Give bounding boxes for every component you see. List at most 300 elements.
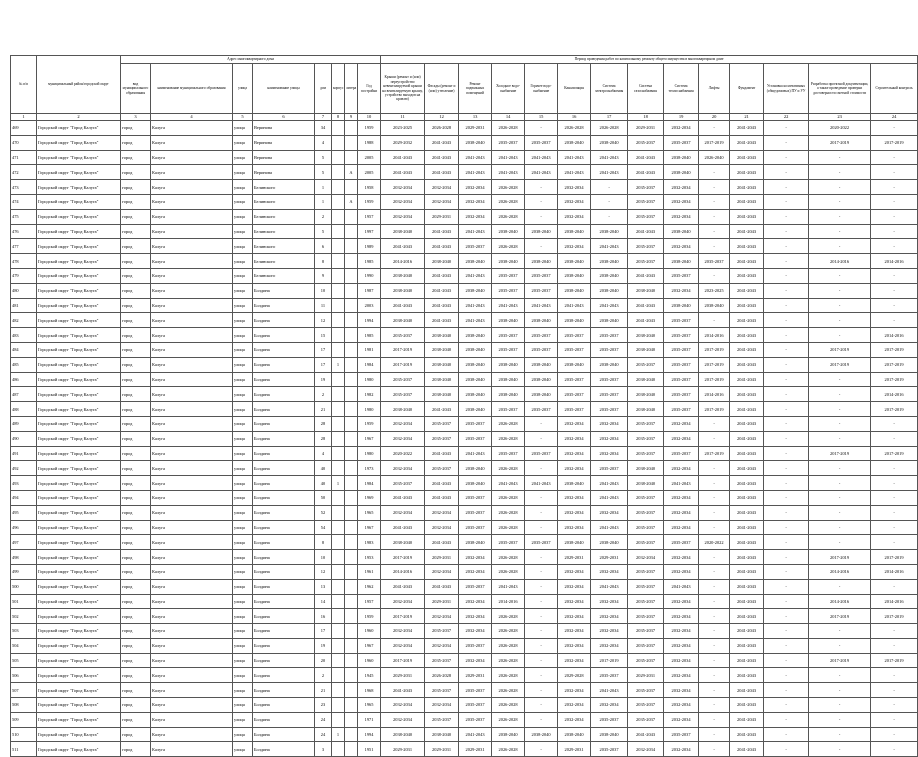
cell-hot-water: -: [525, 121, 558, 136]
cell-letter: [345, 564, 358, 579]
column-number-cell: 23: [809, 114, 871, 121]
cell-house: 9: [315, 268, 332, 283]
cell-meters: -: [764, 431, 809, 446]
cell-facade: 2032-2034: [425, 698, 459, 713]
cell-sewerage: 2032-2034: [558, 653, 591, 668]
cell-district: Городской округ "Город Калуга": [37, 328, 121, 343]
cell-house: 19: [315, 638, 332, 653]
table-row: [11, 490, 918, 505]
column-number-cell: 17: [591, 114, 628, 121]
cell-heating: 2032-2034: [664, 431, 699, 446]
table-row: [11, 239, 918, 254]
column-number-cell: 19: [664, 114, 699, 121]
cell-meters: -: [764, 283, 809, 298]
cell-sewerage: 2038-2040: [558, 268, 591, 283]
col-header-sewerage: Канализация: [558, 64, 591, 114]
cell-house: 14: [315, 594, 332, 609]
cell-district: Городской округ "Город Калуга": [37, 461, 121, 476]
cell-row-index: 487: [11, 387, 37, 402]
table-row: [11, 638, 918, 653]
cell-street-name: Белинского: [253, 268, 315, 283]
cell-building: [332, 653, 345, 668]
cell-foundation: 2041-2043: [730, 283, 764, 298]
cell-house: 21: [315, 683, 332, 698]
cell-roof: 2035-2037: [381, 328, 425, 343]
cell-meters: -: [764, 683, 809, 698]
cell-cold-water: 2014-2016: [492, 594, 525, 609]
cell-house: 15: [315, 328, 332, 343]
cell-district: Городской округ "Город Калуга": [37, 239, 121, 254]
cell-district: Городской округ "Город Калуга": [37, 594, 121, 609]
cell-street-name: Болдина: [253, 416, 315, 431]
cell-foundation: 2041-2043: [730, 224, 764, 239]
cell-basement: 2032-2034: [459, 564, 492, 579]
table-row: [11, 135, 918, 150]
cell-cold-water: 2026-2028: [492, 520, 525, 535]
cell-facade: 2041-2043: [425, 150, 459, 165]
cell-basement: 2029-2031: [459, 668, 492, 683]
cell-basement: 2041-2043: [459, 313, 492, 328]
table-row: [11, 150, 918, 165]
cell-electricity: 2035-2037: [591, 742, 628, 757]
cell-meters: -: [764, 268, 809, 283]
cell-sewerage: 2041-2043: [558, 165, 591, 180]
cell-roof: 2032-2034: [381, 416, 425, 431]
cell-foundation: 2041-2043: [730, 446, 764, 461]
cell-municipality-name: Калуга: [151, 727, 233, 742]
cell-gas: 2035-2037: [628, 624, 664, 639]
table-row: [11, 579, 918, 594]
cell-construction-control: -: [871, 268, 918, 283]
cell-row-index: 476: [11, 224, 37, 239]
cell-letter: [345, 505, 358, 520]
cell-hot-water: 2035-2037: [525, 268, 558, 283]
cell-letter: [345, 357, 358, 372]
cell-construction-control: -: [871, 624, 918, 639]
cell-row-index: 496: [11, 520, 37, 535]
cell-roof: 2032-2034: [381, 712, 425, 727]
cell-meters: -: [764, 594, 809, 609]
cell-basement: 2041-2043: [459, 150, 492, 165]
cell-row-index: 509: [11, 712, 37, 727]
cell-hot-water: -: [525, 239, 558, 254]
cell-municipality-name: Калуга: [151, 239, 233, 254]
cell-municipality-type: город: [121, 268, 151, 283]
cell-municipality-type: город: [121, 165, 151, 180]
cell-district: Городской округ "Город Калуга": [37, 653, 121, 668]
cell-cold-water: 2026-2028: [492, 712, 525, 727]
cell-street-type: улица: [233, 727, 253, 742]
cell-street-type: улица: [233, 594, 253, 609]
cell-heating: 2032-2034: [664, 194, 699, 209]
cell-facade: 2032-2034: [425, 520, 459, 535]
cell-heating: 2032-2034: [664, 683, 699, 698]
cell-street-type: улица: [233, 224, 253, 239]
cell-cold-water: 2026-2028: [492, 505, 525, 520]
cell-electricity: 2038-2040: [591, 283, 628, 298]
cell-electricity: 2032-2034: [591, 624, 628, 639]
cell-elevators: -: [699, 624, 730, 639]
cell-meters: -: [764, 698, 809, 713]
cell-construction-control: 2017-2019: [871, 135, 918, 150]
cell-street-type: улица: [233, 505, 253, 520]
cell-facade: 2038-2040: [425, 328, 459, 343]
group-header-period: Период проведения работ по капитальному ремонту общего имущества в многоквартирном доме: [381, 56, 918, 64]
cell-electricity: 2038-2040: [591, 135, 628, 150]
table-row: [11, 372, 918, 387]
cell-municipality-name: Калуга: [151, 638, 233, 653]
cell-gas: 2035-2037: [628, 683, 664, 698]
cell-construction-control: -: [871, 668, 918, 683]
cell-foundation: 2041-2043: [730, 372, 764, 387]
cell-heating: 2035-2037: [664, 268, 699, 283]
cell-roof: 2041-2043: [381, 298, 425, 313]
cell-design-docs: 2017-2019: [809, 653, 871, 668]
cell-gas: 2041-2043: [628, 224, 664, 239]
cell-hot-water: -: [525, 712, 558, 727]
cell-district: Городской округ "Город Калуга": [37, 372, 121, 387]
cell-letter: [345, 638, 358, 653]
cell-hot-water: 2038-2040: [525, 254, 558, 269]
cell-electricity: 2038-2040: [591, 357, 628, 372]
cell-hot-water: -: [525, 609, 558, 624]
cell-heating: 2035-2037: [664, 313, 699, 328]
cell-building: [332, 194, 345, 209]
col-header-building: корпус: [332, 64, 345, 114]
cell-cold-water: 2026-2028: [492, 742, 525, 757]
col-header-index: № п/п: [11, 56, 37, 114]
cell-foundation: 2041-2043: [730, 609, 764, 624]
table-row: [11, 446, 918, 461]
cell-row-index: 473: [11, 180, 37, 195]
table-row: [11, 550, 918, 565]
cell-row-index: 482: [11, 313, 37, 328]
cell-municipality-type: город: [121, 239, 151, 254]
cell-municipality-name: Калуга: [151, 698, 233, 713]
cell-elevators: -: [699, 490, 730, 505]
table-row: [11, 742, 918, 757]
cell-house: 2: [315, 387, 332, 402]
cell-foundation: 2041-2043: [730, 579, 764, 594]
cell-sewerage: 2032-2034: [558, 638, 591, 653]
group-header-row: [11, 56, 918, 64]
cell-district: Городской округ "Город Калуга": [37, 490, 121, 505]
cell-heating: 2032-2034: [664, 698, 699, 713]
cell-heating: 2032-2034: [664, 283, 699, 298]
cell-construction-control: -: [871, 283, 918, 298]
cell-elevators: -: [699, 520, 730, 535]
cell-street-name: Белинского: [253, 194, 315, 209]
cell-heating: 2032-2034: [664, 712, 699, 727]
cell-municipality-name: Калуга: [151, 180, 233, 195]
cell-gas: 2035-2037: [628, 579, 664, 594]
cell-municipality-name: Калуга: [151, 461, 233, 476]
column-number-cell: 20: [699, 114, 730, 121]
cell-street-type: улица: [233, 135, 253, 150]
cell-cold-water: 2038-2040: [492, 224, 525, 239]
column-number-cell: 12: [425, 114, 459, 121]
column-number-cell: 6: [253, 114, 315, 121]
cell-cold-water: 2026-2028: [492, 683, 525, 698]
cell-electricity: 2026-2028: [591, 121, 628, 136]
cell-heating: 2038-2040: [664, 150, 699, 165]
cell-hot-water: 2041-2043: [525, 150, 558, 165]
cell-construction-control: 2017-2019: [871, 357, 918, 372]
table-row: [11, 283, 918, 298]
cell-facade: 2035-2037: [425, 653, 459, 668]
cell-foundation: 2041-2043: [730, 209, 764, 224]
cell-building: [332, 624, 345, 639]
column-number-cell: 2: [37, 114, 121, 121]
cell-district: Городской округ "Город Калуга": [37, 150, 121, 165]
cell-facade: 2035-2037: [425, 712, 459, 727]
cell-facade: 2035-2037: [425, 431, 459, 446]
cell-year-built: 1980: [358, 402, 381, 417]
cell-municipality-type: город: [121, 461, 151, 476]
cell-sewerage: 2029-2028: [558, 668, 591, 683]
cell-house: 24: [315, 712, 332, 727]
cell-hot-water: -: [525, 431, 558, 446]
cell-electricity: 2035-2037: [591, 372, 628, 387]
cell-foundation: 2041-2043: [730, 698, 764, 713]
cell-hot-water: 2038-2040: [525, 357, 558, 372]
cell-facade: 2032-2034: [425, 609, 459, 624]
cell-municipality-name: Калуга: [151, 535, 233, 550]
cell-district: Городской округ "Город Калуга": [37, 446, 121, 461]
cell-meters: -: [764, 180, 809, 195]
cell-hot-water: -: [525, 180, 558, 195]
cell-roof: 2035-2037: [381, 476, 425, 491]
cell-year-built: 1953: [358, 550, 381, 565]
cell-street-name: Болдина: [253, 742, 315, 757]
cell-municipality-name: Калуга: [151, 298, 233, 313]
cell-gas: 2035-2037: [628, 431, 664, 446]
cell-cold-water: 2041-2043: [492, 298, 525, 313]
cell-heating: 2035-2037: [664, 387, 699, 402]
cell-construction-control: -: [871, 579, 918, 594]
cell-meters: -: [764, 742, 809, 757]
cell-design-docs: -: [809, 298, 871, 313]
cell-heating: 2041-2043: [664, 476, 699, 491]
cell-municipality-type: город: [121, 742, 151, 757]
cell-elevators: 2017-2019: [699, 342, 730, 357]
cell-house: 54: [315, 520, 332, 535]
cell-facade: 2041-2043: [425, 535, 459, 550]
cell-elevators: -: [699, 268, 730, 283]
cell-construction-control: -: [871, 698, 918, 713]
cell-building: [332, 550, 345, 565]
cell-cold-water: 2038-2040: [492, 387, 525, 402]
cell-roof: 2041-2043: [381, 490, 425, 505]
cell-district: Городской округ "Город Калуга": [37, 342, 121, 357]
cell-facade: 2038-2040: [425, 727, 459, 742]
cell-hot-water: 2035-2037: [525, 446, 558, 461]
cell-elevators: 2014-2016: [699, 387, 730, 402]
cell-basement: 2041-2043: [459, 268, 492, 283]
cell-cold-water: 2035-2037: [492, 342, 525, 357]
cell-row-index: 492: [11, 461, 37, 476]
cell-foundation: 2041-2043: [730, 668, 764, 683]
cell-heating: 2032-2034: [664, 416, 699, 431]
table-row: [11, 268, 918, 283]
cell-foundation: 2041-2043: [730, 150, 764, 165]
cell-year-built: 1994: [358, 727, 381, 742]
cell-street-type: улица: [233, 550, 253, 565]
cell-heating: 2032-2034: [664, 594, 699, 609]
col-header-cold-water: Холодное водо-снабжение: [492, 64, 525, 114]
cell-building: [332, 239, 345, 254]
cell-meters: -: [764, 150, 809, 165]
cell-basement: 2038-2040: [459, 135, 492, 150]
col-header-street-type: улица: [233, 64, 253, 114]
cell-basement: 2038-2040: [459, 357, 492, 372]
cell-facade: 2041-2043: [425, 579, 459, 594]
cell-street-type: улица: [233, 653, 253, 668]
cell-construction-control: -: [871, 298, 918, 313]
cell-row-index: 484: [11, 342, 37, 357]
cell-elevators: 2023-2025: [699, 283, 730, 298]
cell-district: Городской округ "Город Калуга": [37, 550, 121, 565]
cell-meters: -: [764, 609, 809, 624]
cell-elevators: 2017-2019: [699, 446, 730, 461]
cell-house: 4: [315, 135, 332, 150]
col-header-heating: Система теплоснабжения: [664, 64, 699, 114]
cell-roof: 2032-2034: [381, 638, 425, 653]
cell-gas: 2035-2037: [628, 416, 664, 431]
cell-street-name: Белинского: [253, 209, 315, 224]
table-row: [11, 357, 918, 372]
cell-foundation: 2041-2043: [730, 535, 764, 550]
cell-house: 40: [315, 476, 332, 491]
cell-letter: [345, 579, 358, 594]
cell-electricity: 2035-2037: [591, 342, 628, 357]
cell-row-index: 480: [11, 283, 37, 298]
cell-sewerage: 2032-2034: [558, 416, 591, 431]
cell-district: Городской округ "Город Калуга": [37, 727, 121, 742]
cell-building: [332, 461, 345, 476]
cell-foundation: 2041-2043: [730, 683, 764, 698]
cell-letter: [345, 698, 358, 713]
cell-cold-water: 2038-2040: [492, 254, 525, 269]
cell-design-docs: -: [809, 638, 871, 653]
cell-municipality-type: город: [121, 357, 151, 372]
cell-building: [332, 505, 345, 520]
table-row: [11, 416, 918, 431]
table-row: [11, 594, 918, 609]
cell-facade: 2041-2043: [425, 490, 459, 505]
cell-cold-water: 2041-2043: [492, 579, 525, 594]
table-row: [11, 505, 918, 520]
table-row: [11, 668, 918, 683]
cell-house: 2: [315, 668, 332, 683]
cell-design-docs: -: [809, 372, 871, 387]
cell-basement: 2035-2037: [459, 490, 492, 505]
cell-row-index: 504: [11, 638, 37, 653]
cell-sewerage: 2032-2034: [558, 712, 591, 727]
cell-basement: 2032-2034: [459, 209, 492, 224]
cell-municipality-name: Калуга: [151, 564, 233, 579]
cell-hot-water: -: [525, 416, 558, 431]
cell-facade: 2038-2040: [425, 342, 459, 357]
table-row: [11, 224, 918, 239]
cell-house: 11: [315, 298, 332, 313]
cell-construction-control: -: [871, 165, 918, 180]
cell-sewerage: 2032-2034: [558, 180, 591, 195]
cell-municipality-type: город: [121, 698, 151, 713]
cell-design-docs: 2014-2016: [809, 594, 871, 609]
cell-gas: 2038-2040: [628, 476, 664, 491]
cell-building: [332, 121, 345, 136]
cell-cold-water: 2035-2037: [492, 535, 525, 550]
cell-hot-water: 2035-2037: [525, 135, 558, 150]
cell-design-docs: 2014-2016: [809, 564, 871, 579]
cell-cold-water: 2026-2028: [492, 653, 525, 668]
cell-roof: 2032-2034: [381, 461, 425, 476]
cell-hot-water: -: [525, 653, 558, 668]
cell-basement: 2038-2040: [459, 254, 492, 269]
cell-design-docs: -: [809, 165, 871, 180]
cell-construction-control: -: [871, 505, 918, 520]
cell-street-type: улица: [233, 121, 253, 136]
cell-roof: 2038-2040: [381, 535, 425, 550]
cell-gas: 2038-2040: [628, 328, 664, 343]
cell-heating: 2035-2037: [664, 328, 699, 343]
cell-heating: 2032-2034: [664, 490, 699, 505]
cell-letter: А: [345, 165, 358, 180]
cell-construction-control: 2014-2016: [871, 594, 918, 609]
cell-design-docs: -: [809, 461, 871, 476]
cell-foundation: 2041-2043: [730, 712, 764, 727]
cell-year-built: 1980: [358, 446, 381, 461]
cell-municipality-name: Калуга: [151, 224, 233, 239]
cell-electricity: 2041-2043: [591, 490, 628, 505]
col-header-electricity: Система электроснабжения: [591, 64, 628, 114]
cell-street-type: улица: [233, 268, 253, 283]
cell-facade: 2035-2037: [425, 624, 459, 639]
cell-row-index: 511: [11, 742, 37, 757]
cell-meters: -: [764, 254, 809, 269]
cell-municipality-type: город: [121, 505, 151, 520]
cell-municipality-name: Калуга: [151, 121, 233, 136]
cell-municipality-type: город: [121, 609, 151, 624]
cell-hot-water: -: [525, 209, 558, 224]
cell-district: Городской округ "Город Калуга": [37, 209, 121, 224]
cell-basement: 2032-2034: [459, 624, 492, 639]
cell-house: 5: [315, 224, 332, 239]
cell-heating: 2032-2034: [664, 505, 699, 520]
cell-street-type: улица: [233, 579, 253, 594]
cell-municipality-name: Калуга: [151, 416, 233, 431]
cell-building: [332, 490, 345, 505]
cell-cold-water: 2041-2043: [492, 476, 525, 491]
cell-heating: 2038-2040: [664, 254, 699, 269]
cell-roof: 2035-2037: [381, 372, 425, 387]
cell-building: [332, 712, 345, 727]
cell-house: 5: [315, 165, 332, 180]
cell-construction-control: 2017-2019: [871, 342, 918, 357]
cell-basement: 2035-2037: [459, 712, 492, 727]
cell-row-index: 506: [11, 668, 37, 683]
cell-heating: 2035-2037: [664, 342, 699, 357]
cell-municipality-type: город: [121, 342, 151, 357]
cell-row-index: 485: [11, 357, 37, 372]
cell-basement: 2038-2040: [459, 476, 492, 491]
cell-municipality-name: Калуга: [151, 254, 233, 269]
cell-design-docs: -: [809, 416, 871, 431]
cell-municipality-type: город: [121, 476, 151, 491]
cell-heating: 2032-2034: [664, 209, 699, 224]
cell-foundation: 2041-2043: [730, 268, 764, 283]
